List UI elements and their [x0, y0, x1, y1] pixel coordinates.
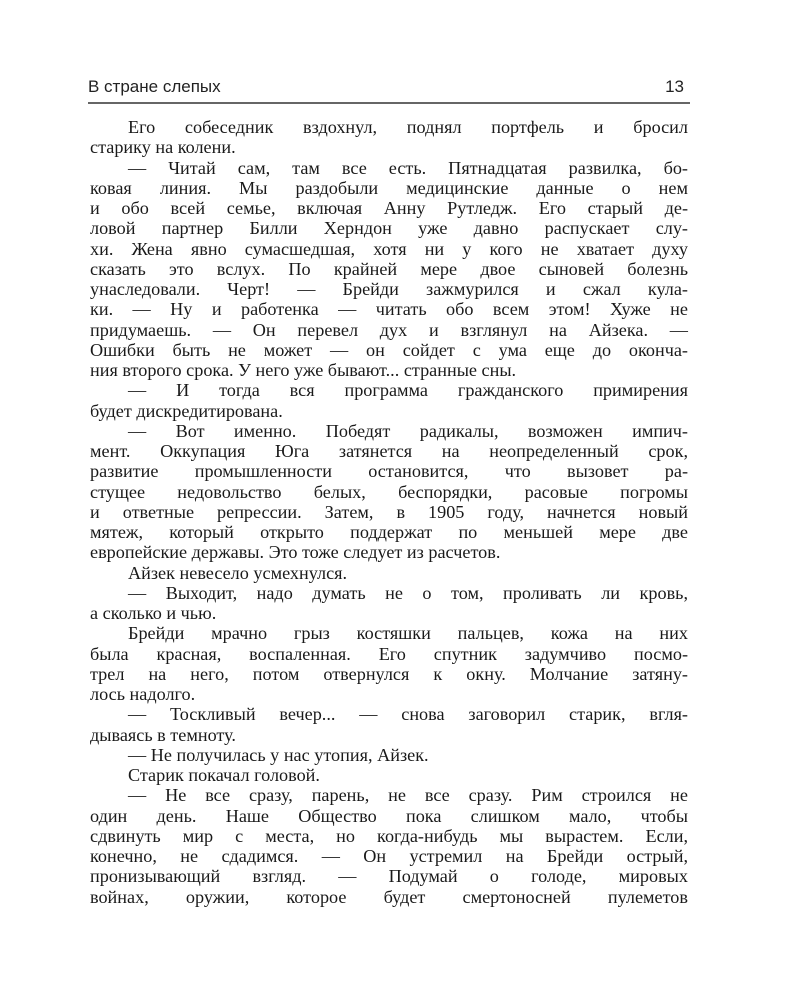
text-line: стущее недовольство белых, беспорядки, расовые погромы: [90, 481, 688, 502]
text-line: мятеж, который открыто поддержат по меньшей мере две: [90, 522, 688, 542]
text-line: конечно, не сдадимся. — Он устремил на Брейди острый,: [90, 846, 688, 866]
text-line: Его собеседник вздохнул, поднял портфель и бросил: [128, 117, 688, 137]
page-body-text: [90, 117, 688, 907]
text-line: придумаешь. — Он перевел дух и взглянул на Айзека. —: [90, 319, 688, 340]
text-line: хи. Жена явно сумасшедшая, хотя ни у кого не хватает духу: [90, 238, 688, 259]
text-line: старику на колени.: [90, 137, 236, 158]
text-line: войнах, оружии, которое будет смертоносней пулеметов: [90, 886, 688, 907]
text-line: дываясь в темноту.: [90, 724, 236, 745]
text-line: была красная, воспаленная. Его спутник задумчиво посмо-: [90, 643, 688, 664]
text-line: — Тоскливый вечер... — снова заговорил старик, вгля-: [128, 704, 688, 725]
text-line: а сколько и чью.: [90, 603, 217, 623]
text-line: пронизывающий взгляд. — Подумай о голоде, мировых: [90, 866, 688, 887]
text-line: трел на него, потом отвернулся к окну. Молчание затяну-: [90, 663, 688, 684]
text-line: — Читай сам, там все есть. Пятнадцатая развилка, бо-: [128, 157, 688, 178]
text-line: и обо всей семье, включая Анну Рутледж. Его старый де-: [90, 198, 688, 218]
header-rule: [88, 102, 690, 104]
text-line: сдвинуть мир с места, но когда-нибудь мы вырастем. Если,: [90, 825, 688, 846]
text-line: ловой партнер Билли Херндон уже давно распускает слу-: [90, 218, 688, 239]
text-line: ния второго срока. У него уже бывают... странные сны.: [90, 360, 517, 380]
text-line: Брейди мрачно грыз костяшки пальцев, кожа на них: [128, 623, 688, 644]
text-line: унаследовали. Черт! — Брейди зажмурился и сжал кула-: [90, 279, 688, 299]
text-line: Ошибки быть не может — он сойдет с ума еще до оконча-: [90, 339, 688, 360]
text-line: Айзек невесело усмехнулся.: [128, 562, 348, 583]
text-line: будет дискредитирована.: [90, 400, 283, 421]
text-line: сказать это вслух. По крайней мере двое сыновей болезнь: [90, 258, 688, 279]
text-line: и ответные репрессии. Затем, в 1905 году, начнется новый: [90, 501, 688, 522]
text-line: мент. Оккупация Юга затянется на неопределенный срок,: [90, 441, 688, 461]
text-line: ковая линия. Мы раздобыли медицинские данные о нем: [90, 177, 688, 198]
chapter-title: В стране слепых: [88, 77, 221, 96]
text-line: — Не получилась у нас утопия, Айзек.: [128, 744, 429, 765]
text-line: один день. Наше Общество пока слишком мало, чтобы: [90, 805, 688, 826]
text-line: — Не все сразу, парень, не все сразу. Рим строился не: [128, 785, 688, 806]
text-line: ки. — Ну и работенка — читать обо всем этом! Хуже не: [90, 299, 688, 320]
text-line: лось надолго.: [90, 684, 196, 704]
text-line: развитие промышленности остановится, что вызовет ра-: [90, 461, 688, 482]
text-line: Старик покачал головой.: [128, 765, 320, 785]
page-number: 13: [665, 77, 684, 96]
text-line: — Выходит, надо думать не о том, проливать ли кровь,: [128, 582, 688, 603]
text-line: — Вот именно. Победят радикалы, возможен импич-: [128, 420, 688, 441]
running-header: [88, 77, 688, 99]
text-line: европейские державы. Это тоже следует из расчетов.: [90, 542, 501, 563]
text-line: — И тогда вся программа гражданского примирения: [128, 380, 688, 401]
